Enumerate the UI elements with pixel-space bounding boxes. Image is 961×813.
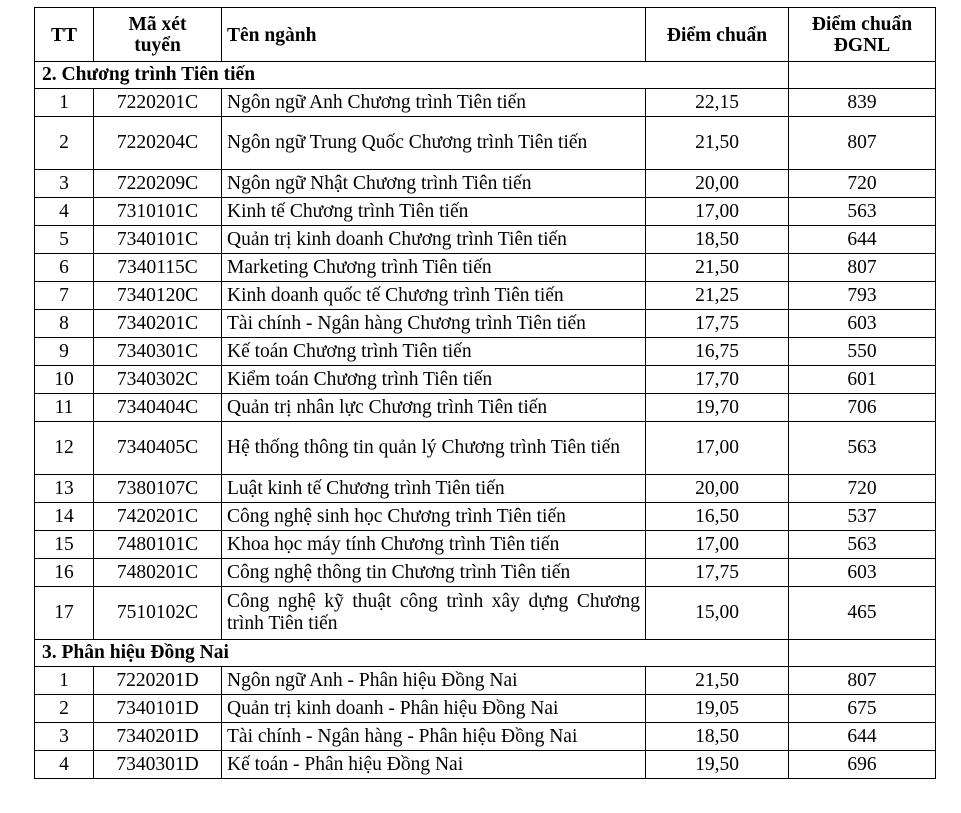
cell-diem-chuan-dgnl: 720 xyxy=(789,475,936,503)
table-row xyxy=(35,695,936,723)
cell-diem-chuan-dgnl: 696 xyxy=(789,751,936,779)
cell-ma-xet-tuyen: 7420201C xyxy=(94,503,222,531)
table-row xyxy=(35,531,936,559)
cell-tt: 10 xyxy=(35,366,94,394)
cell-ten-nganh: Tài chính - Ngân hàng - Phân hiệu Đồng Nai xyxy=(222,723,646,751)
table-row xyxy=(35,226,936,254)
cell-diem-chuan-dgnl: 563 xyxy=(789,531,936,559)
cell-diem-chuan-dgnl: 644 xyxy=(789,226,936,254)
cell-tt: 1 xyxy=(35,667,94,695)
cell-ten-nganh: Kế toán Chương trình Tiên tiến xyxy=(222,338,646,366)
cell-diem-chuan-dgnl: 675 xyxy=(789,695,936,723)
header-ma-xet-tuyen-line1: Mã xét xyxy=(128,14,187,35)
table-row xyxy=(35,366,936,394)
cell-tt: 11 xyxy=(35,394,94,422)
cell-ma-xet-tuyen: 7340301D xyxy=(94,751,222,779)
admission-score-table xyxy=(34,7,936,779)
cell-ma-xet-tuyen: 7340201C xyxy=(94,310,222,338)
cell-diem-chuan: 17,75 xyxy=(646,310,789,338)
cell-diem-chuan-dgnl: 807 xyxy=(789,117,936,170)
cell-diem-chuan: 18,50 xyxy=(646,226,789,254)
header-diem-chuan-dgnl xyxy=(789,8,936,62)
table-row xyxy=(35,117,936,170)
table-header-row xyxy=(35,8,936,62)
section-header-row xyxy=(35,640,936,667)
header-ma-xet-tuyen-line2: tuyển xyxy=(134,35,181,56)
cell-ten-nganh: Quản trị kinh doanh - Phân hiệu Đồng Nai xyxy=(222,695,646,723)
cell-ten-nganh: Kế toán - Phân hiệu Đồng Nai xyxy=(222,751,646,779)
cell-ma-xet-tuyen: 7340405C xyxy=(94,422,222,475)
table-row xyxy=(35,254,936,282)
cell-tt: 16 xyxy=(35,559,94,587)
cell-diem-chuan-dgnl: 537 xyxy=(789,503,936,531)
cell-tt: 13 xyxy=(35,475,94,503)
header-diem-chuan: Điểm chuẩn xyxy=(646,8,789,62)
cell-ten-nganh: Marketing Chương trình Tiên tiến xyxy=(222,254,646,282)
table-row xyxy=(35,723,936,751)
cell-tt: 2 xyxy=(35,117,94,170)
cell-diem-chuan: 17,00 xyxy=(646,198,789,226)
cell-ten-nganh: Kiểm toán Chương trình Tiên tiến xyxy=(222,366,646,394)
cell-ma-xet-tuyen: 7340101C xyxy=(94,226,222,254)
cell-diem-chuan-dgnl: 706 xyxy=(789,394,936,422)
cell-ma-xet-tuyen: 7340120C xyxy=(94,282,222,310)
header-tt: TT xyxy=(35,8,94,62)
cell-diem-chuan: 19,05 xyxy=(646,695,789,723)
cell-tt: 14 xyxy=(35,503,94,531)
cell-diem-chuan: 17,70 xyxy=(646,366,789,394)
table-row xyxy=(35,198,936,226)
cell-ten-nganh: Ngôn ngữ Anh - Phân hiệu Đồng Nai xyxy=(222,667,646,695)
cell-diem-chuan-dgnl: 603 xyxy=(789,559,936,587)
cell-diem-chuan-dgnl: 601 xyxy=(789,366,936,394)
cell-diem-chuan: 17,00 xyxy=(646,422,789,475)
cell-diem-chuan: 19,70 xyxy=(646,394,789,422)
cell-ma-xet-tuyen: 7340115C xyxy=(94,254,222,282)
section-empty-cell xyxy=(789,62,936,89)
table-row xyxy=(35,394,936,422)
cell-diem-chuan: 16,50 xyxy=(646,503,789,531)
cell-diem-chuan: 18,50 xyxy=(646,723,789,751)
cell-ma-xet-tuyen: 7340404C xyxy=(94,394,222,422)
cell-diem-chuan-dgnl: 603 xyxy=(789,310,936,338)
cell-ten-nganh: Luật kinh tế Chương trình Tiên tiến xyxy=(222,475,646,503)
cell-ma-xet-tuyen: 7220209C xyxy=(94,170,222,198)
cell-ma-xet-tuyen: 7310101C xyxy=(94,198,222,226)
table-row xyxy=(35,751,936,779)
cell-ten-nganh: Công nghệ sinh học Chương trình Tiên tiến xyxy=(222,503,646,531)
section-title: 2. Chương trình Tiên tiến xyxy=(35,62,789,89)
cell-tt: 1 xyxy=(35,89,94,117)
cell-diem-chuan-dgnl: 807 xyxy=(789,667,936,695)
cell-ma-xet-tuyen: 7480101C xyxy=(94,531,222,559)
header-diem-chuan-dgnl-line1: Điểm chuẩn xyxy=(811,14,913,35)
cell-ten-nganh: Công nghệ thông tin Chương trình Tiên tiến xyxy=(222,559,646,587)
table-row xyxy=(35,559,936,587)
cell-ten-nganh: Kinh doanh quốc tế Chương trình Tiên tiến xyxy=(222,282,646,310)
cell-ten-nganh: Ngôn ngữ Nhật Chương trình Tiên tiến xyxy=(222,170,646,198)
cell-ten-nganh: Khoa học máy tính Chương trình Tiên tiến xyxy=(222,531,646,559)
cell-tt: 4 xyxy=(35,751,94,779)
table-row xyxy=(35,89,936,117)
table-row xyxy=(35,667,936,695)
cell-tt: 12 xyxy=(35,422,94,475)
cell-diem-chuan-dgnl: 644 xyxy=(789,723,936,751)
cell-ten-nganh: Ngôn ngữ Anh Chương trình Tiên tiến xyxy=(222,89,646,117)
cell-tt: 4 xyxy=(35,198,94,226)
section-header-row xyxy=(35,62,936,89)
cell-ma-xet-tuyen: 7340301C xyxy=(94,338,222,366)
cell-ten-nganh: Hệ thống thông tin quản lý Chương trình Tiên tiến xyxy=(222,422,646,475)
cell-ten-nganh: Quản trị kinh doanh Chương trình Tiên tiến xyxy=(222,226,646,254)
cell-tt: 3 xyxy=(35,723,94,751)
cell-ten-nganh: Ngôn ngữ Trung Quốc Chương trình Tiên tiến xyxy=(222,117,646,170)
cell-diem-chuan-dgnl: 563 xyxy=(789,198,936,226)
cell-tt: 7 xyxy=(35,282,94,310)
cell-diem-chuan: 21,25 xyxy=(646,282,789,310)
cell-ma-xet-tuyen: 7340302C xyxy=(94,366,222,394)
cell-tt: 15 xyxy=(35,531,94,559)
cell-ten-nganh: Tài chính - Ngân hàng Chương trình Tiên tiến xyxy=(222,310,646,338)
cell-diem-chuan: 21,50 xyxy=(646,117,789,170)
cell-ma-xet-tuyen: 7220204C xyxy=(94,117,222,170)
cell-ma-xet-tuyen: 7380107C xyxy=(94,475,222,503)
cell-ten-nganh: Công nghệ kỹ thuật công trình xây dựng Chương trình Tiên tiến xyxy=(222,587,646,640)
cell-diem-chuan: 17,00 xyxy=(646,531,789,559)
table-row xyxy=(35,338,936,366)
cell-ma-xet-tuyen: 7510102C xyxy=(94,587,222,640)
table-row xyxy=(35,282,936,310)
cell-ma-xet-tuyen: 7340201D xyxy=(94,723,222,751)
header-ma-xet-tuyen xyxy=(94,8,222,62)
table-row xyxy=(35,503,936,531)
cell-diem-chuan: 22,15 xyxy=(646,89,789,117)
cell-tt: 8 xyxy=(35,310,94,338)
cell-ma-xet-tuyen: 7340101D xyxy=(94,695,222,723)
cell-tt: 3 xyxy=(35,170,94,198)
cell-tt: 6 xyxy=(35,254,94,282)
table-row xyxy=(35,422,936,475)
cell-tt: 17 xyxy=(35,587,94,640)
cell-diem-chuan: 19,50 xyxy=(646,751,789,779)
cell-diem-chuan-dgnl: 720 xyxy=(789,170,936,198)
cell-tt: 9 xyxy=(35,338,94,366)
table-row xyxy=(35,475,936,503)
cell-ma-xet-tuyen: 7480201C xyxy=(94,559,222,587)
cell-ten-nganh: Quản trị nhân lực Chương trình Tiên tiến xyxy=(222,394,646,422)
cell-diem-chuan-dgnl: 793 xyxy=(789,282,936,310)
cell-diem-chuan-dgnl: 550 xyxy=(789,338,936,366)
header-ten-nganh: Tên ngành xyxy=(222,8,646,62)
cell-ma-xet-tuyen: 7220201D xyxy=(94,667,222,695)
cell-ten-nganh: Kinh tế Chương trình Tiên tiến xyxy=(222,198,646,226)
section-title: 3. Phân hiệu Đồng Nai xyxy=(35,640,789,667)
table-body xyxy=(35,62,936,779)
cell-diem-chuan: 20,00 xyxy=(646,170,789,198)
cell-diem-chuan-dgnl: 839 xyxy=(789,89,936,117)
cell-diem-chuan: 16,75 xyxy=(646,338,789,366)
table-row xyxy=(35,310,936,338)
cell-tt: 5 xyxy=(35,226,94,254)
cell-diem-chuan: 21,50 xyxy=(646,254,789,282)
cell-diem-chuan-dgnl: 807 xyxy=(789,254,936,282)
table-row xyxy=(35,587,936,640)
cell-diem-chuan-dgnl: 465 xyxy=(789,587,936,640)
cell-diem-chuan: 15,00 xyxy=(646,587,789,640)
table-row xyxy=(35,170,936,198)
cell-diem-chuan: 20,00 xyxy=(646,475,789,503)
cell-diem-chuan-dgnl: 563 xyxy=(789,422,936,475)
header-diem-chuan-dgnl-line2: ĐGNL xyxy=(833,35,891,56)
cell-tt: 2 xyxy=(35,695,94,723)
cell-diem-chuan: 21,50 xyxy=(646,667,789,695)
cell-diem-chuan: 17,75 xyxy=(646,559,789,587)
section-empty-cell xyxy=(789,640,936,667)
cell-ma-xet-tuyen: 7220201C xyxy=(94,89,222,117)
